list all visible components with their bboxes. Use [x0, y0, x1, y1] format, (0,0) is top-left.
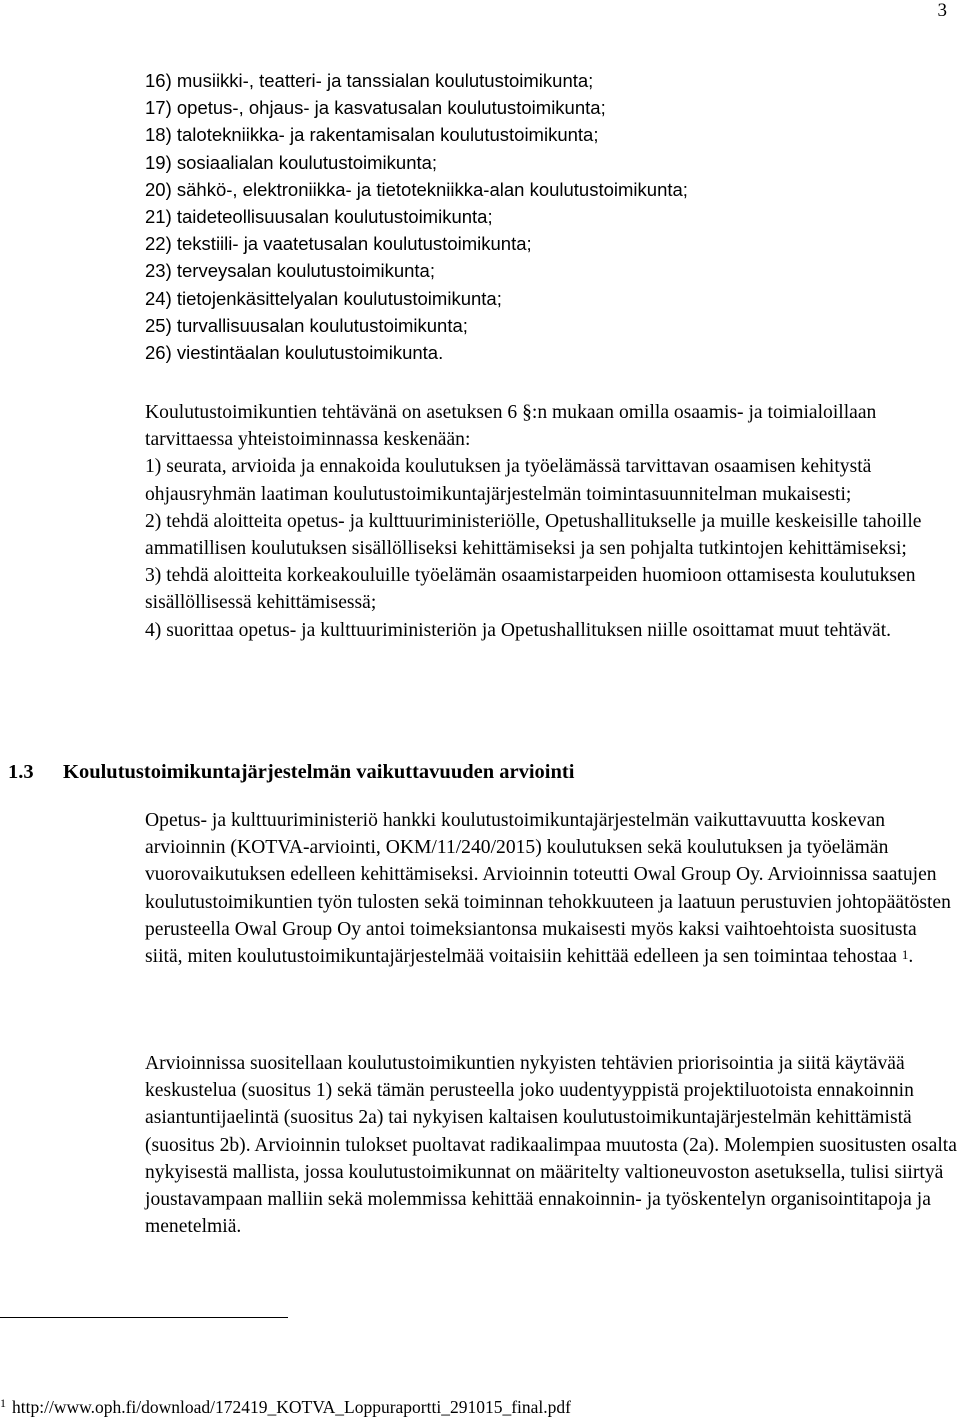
section-heading	[8, 758, 574, 786]
paragraph-text: Opetus- ja kulttuuriministeriö hankki koulutustoimikuntajärjestelmän vaikuttavuutta koskevan arvioinnin (KOTVA-arviointi, OKM/11/240/2015) koulutuksen sekä koulutuksen ja työelämän vuorovaikutuksen edelleen kehittämiseksi. Arvioinnin toteutti Owal Group Oy. Arvioinnissa saatujen koulutustoimikuntien työn tulosten sekä toiminnan tehokkuuteen ja laatuun perustuvien johtopäätösten perusteella Owal Group Oy antoi toimeksiantonsa mukaisesti myös kaksi vaihtoehtoista suositusta siitä, miten koulutustoimikuntajärjestelmää voitaisiin kehittää edelleen ja sen toimintaa tehostaa	[145, 810, 951, 968]
list-item: 17) opetus-, ohjaus- ja kasvatusalan koulutustoimikunta;	[145, 97, 606, 119]
task-item: 2) tehdä aloitteita opetus- ja kulttuuriministeriölle, Opetushallitukselle ja muille keskeisille tahoille ammatillisen koulutuksen sisällölliseksi kehittämiseksi ja sen pohjalta tutkintojen kehittämiseksi;	[145, 510, 922, 560]
paragraph-recommendations	[145, 1050, 957, 1240]
section-title: Koulutustoimikuntajärjestelmän vaikuttavuuden arviointi	[63, 761, 575, 783]
list-item: 22) tekstiili- ja vaatetusalan koulutustoimikunta;	[145, 233, 532, 255]
task-item: 1) seurata, arvioida ja ennakoida koulutuksen ja työelämässä tarvittavan osaamisen kehitystä ohjausryhmän laatiman koulutustoimikuntajärjestelmän toimintasuunnitelman mukaisesti;	[145, 456, 872, 505]
footnote-divider	[0, 1317, 288, 1318]
list-item: 25) turvallisuusalan koulutustoimikunta;	[145, 314, 468, 336]
paragraph-evaluation	[145, 807, 957, 970]
footnote-reference[interactable]: 1	[901, 947, 909, 963]
footnote	[0, 1395, 571, 1419]
task-item: 3) tehdä aloitteita korkeakouluille työelämän osaamistarpeiden huomioon ottamisesta koulutuksen sisällöllisessä kehittämisessä;	[145, 565, 916, 614]
committee-list	[145, 67, 945, 366]
list-item: 16) musiikki-, teatteri- ja tanssialan koulutustoimikunta;	[145, 70, 594, 91]
list-item: 26) viestintäalan koulutustoimikunta.	[145, 342, 444, 364]
list-item: 23) terveysalan koulutustoimikunta;	[145, 260, 435, 282]
tasks-intro-paragraph: Koulutustoimikuntien tehtävänä on asetuksen 6 §:n mukaan omilla osaamis- ja toimialoillaan tarvittaessa yhteistoiminnassa keskenään:	[145, 402, 877, 451]
list-item: 24) tietojenkäsittelyalan koulutustoimikunta;	[145, 287, 502, 309]
list-item: 20) sähkö-, elektroniikka- ja tietotekniikka-alan koulutustoimikunta;	[145, 178, 688, 200]
list-item: 21) taideteollisuusalan koulutustoimikunta;	[145, 206, 493, 228]
section-number: 1.3	[8, 761, 34, 783]
paragraph-end: .	[908, 946, 914, 968]
list-item: 19) sosiaalialan koulutustoimikunta;	[145, 151, 438, 173]
tasks-section	[145, 399, 957, 644]
page-number: 3	[937, 0, 947, 21]
task-item: 4) suorittaa opetus- ja kulttuuriministeriön ja Opetushallituksen niille osoittamat muut tehtävät.	[145, 619, 892, 641]
list-item: 18) talotekniikka- ja rakentamisalan koulutustoimikunta;	[145, 124, 599, 146]
paragraph-text: Arvioinnissa suositellaan koulutustoimikuntien nykyisten tehtävien priorisointia ja siitä käytävää keskustelua (suositus 1) sekä tämän perusteella joko uudentyyppistä projektiluotoista ennakoinnin asiantuntijaelintä (suositus 2a) tai nykyisen kaltaisen koulutustoimikuntajärjestelmän kehittämistä (suositus 2b). Arvioinnin tulokset puoltavat radikaalimpaa muutosta (2a). Molempien suositusten osalta nykyisestä mallista, jossa koulutustoimikunnat on määritelty valtioneuvoston asetuksella, tulisi siirtyä joustavampaan malliin sekä molemmissa kehittää ennakoinnin- ja työskentelyn organisointitapoja ja menetelmiä.	[145, 1053, 957, 1238]
footnote-link[interactable]: http://www.oph.fi/download/172419_KOTVA_Loppuraportti_291015_final.pdf	[12, 1397, 571, 1417]
footnote-marker: 1	[0, 1396, 6, 1410]
